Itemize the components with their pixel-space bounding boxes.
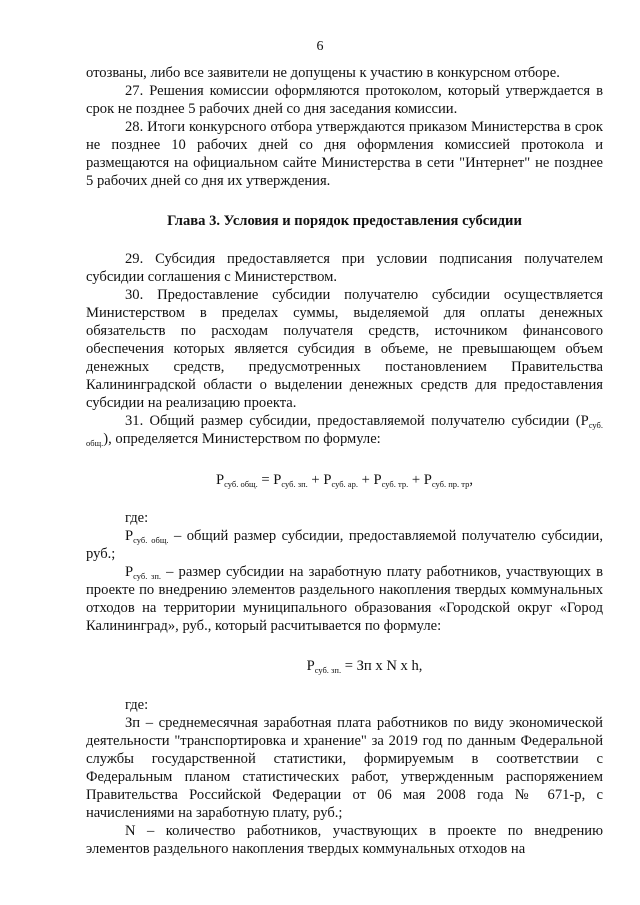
def2-subscript: суб. зп. [133,571,161,581]
formula1-term1: Р [273,472,282,488]
document-body [86,64,603,858]
page-number: 6 [316,39,324,54]
formula1-lhs: Р [215,472,225,488]
paragraph-27: 27. Решения комиссии оформляются протоколом, который утверждается в срок не позднее 5 рабочих дней со дня заседания комиссии. [86,83,603,117]
where-label-2: где: [125,697,149,713]
formula1-plus3: + [408,472,424,488]
formula1-eq: = [257,472,274,488]
definition-salary-subsidy [86,563,603,635]
paragraph-continuation: отозваны, либо все заявители не допущены к участию в конкурсном отборе. [86,65,560,81]
definition-total-subsidy [86,527,603,563]
formula-salary-subsidy [86,657,603,675]
def2-symbol: Р [125,564,134,580]
paragraph-28: 28. Итоги конкурсного отбора утверждаются приказом Министерства в срок не позднее 10 рабочих дней со дня оформления комиссией протокола и размещаются на официальном сайте Министерства в сети "Интернет" не позднее 5 рабочих дней со дня их утверждения. [86,119,603,189]
paragraph-31 [86,412,603,448]
formula1-term4: Р [423,472,432,488]
def1-symbol: Р [125,528,134,544]
def2-text: – размер субсидии на заработную плату работников, участвующих в проекте по внедрению элементов раздельного накопления твердых коммунальных отходов на территории муниципального образования «Городской округ «Город Калининград», руб., который расчитывается по формуле: [86,564,603,634]
paragraph-31-text-a: 31. Общий размер субсидии, предоставляемой получателю субсидии (Р [125,413,589,429]
formula1-term1-sub: суб. зп. [281,479,308,489]
formula1-term3-sub: суб. тр. [381,479,409,489]
definition-average-salary: Зп – среднемесячная заработная плата работников по виду экономической деятельности "транспортировка и хранение" за 2019 год по данным Федеральной службы государственной статистики, формируемым в соответствии с Федеральным планом статистических работ, утвержденным распоряжением Правительства Российской Федерации от 06 мая 2008 года № 671-р, с начислениями на заработную плату, руб.; [86,715,603,821]
definition-worker-count: N – количество работников, участвующих в проекте по внедрению элементов раздельного накопления твердых коммунальных отходов на [86,823,603,857]
paragraph-31-subscript: суб. общ. [86,420,603,448]
formula2-lhs-sub: суб. зп. [314,665,342,675]
def1-text: – общий размер субсидии, предоставляемой получателю субсидии, руб.; [86,528,603,562]
formula1-end: , [469,472,474,488]
formula1-plus2: + [357,472,374,488]
chapter-heading: Глава 3. Условия и порядок предоставления субсидии [167,213,522,229]
paragraph-31-text-b: ), определяется Министерством по формуле: [103,431,381,447]
formula-total-subsidy [86,471,603,489]
formula2-lhs: Р [306,658,315,674]
formula1-plus1: + [307,472,324,488]
formula1-term3: Р [373,472,382,488]
formula1-term2: Р [323,472,332,488]
where-label-1: где: [125,510,149,526]
def1-subscript: суб. общ. [133,535,169,545]
formula2-rhs: = Зп x N x h, [341,658,423,674]
formula1-lhs-sub: суб. общ. [224,479,258,489]
paragraph-29: 29. Субсидия предоставляется при условии подписания получателем субсидии соглашения с Министерством. [86,251,603,285]
formula1-term4-sub: суб. пр. тр [431,479,470,489]
formula1-term2-sub: суб. ар. [331,479,358,489]
paragraph-30: 30. Предоставление субсидии получателю субсидии осуществляется Министерством в пределах суммы, выделяемой для оплаты денежных обязательств по расходам получателя средств, источником финансового обеспечения которых является субсидия в объеме, не превышающем объем денежных средств, предусмотренных постановлением Правительства Калининградской области о выделении денежных средств для предоставления субсидии на реализацию проекта. [86,287,603,411]
